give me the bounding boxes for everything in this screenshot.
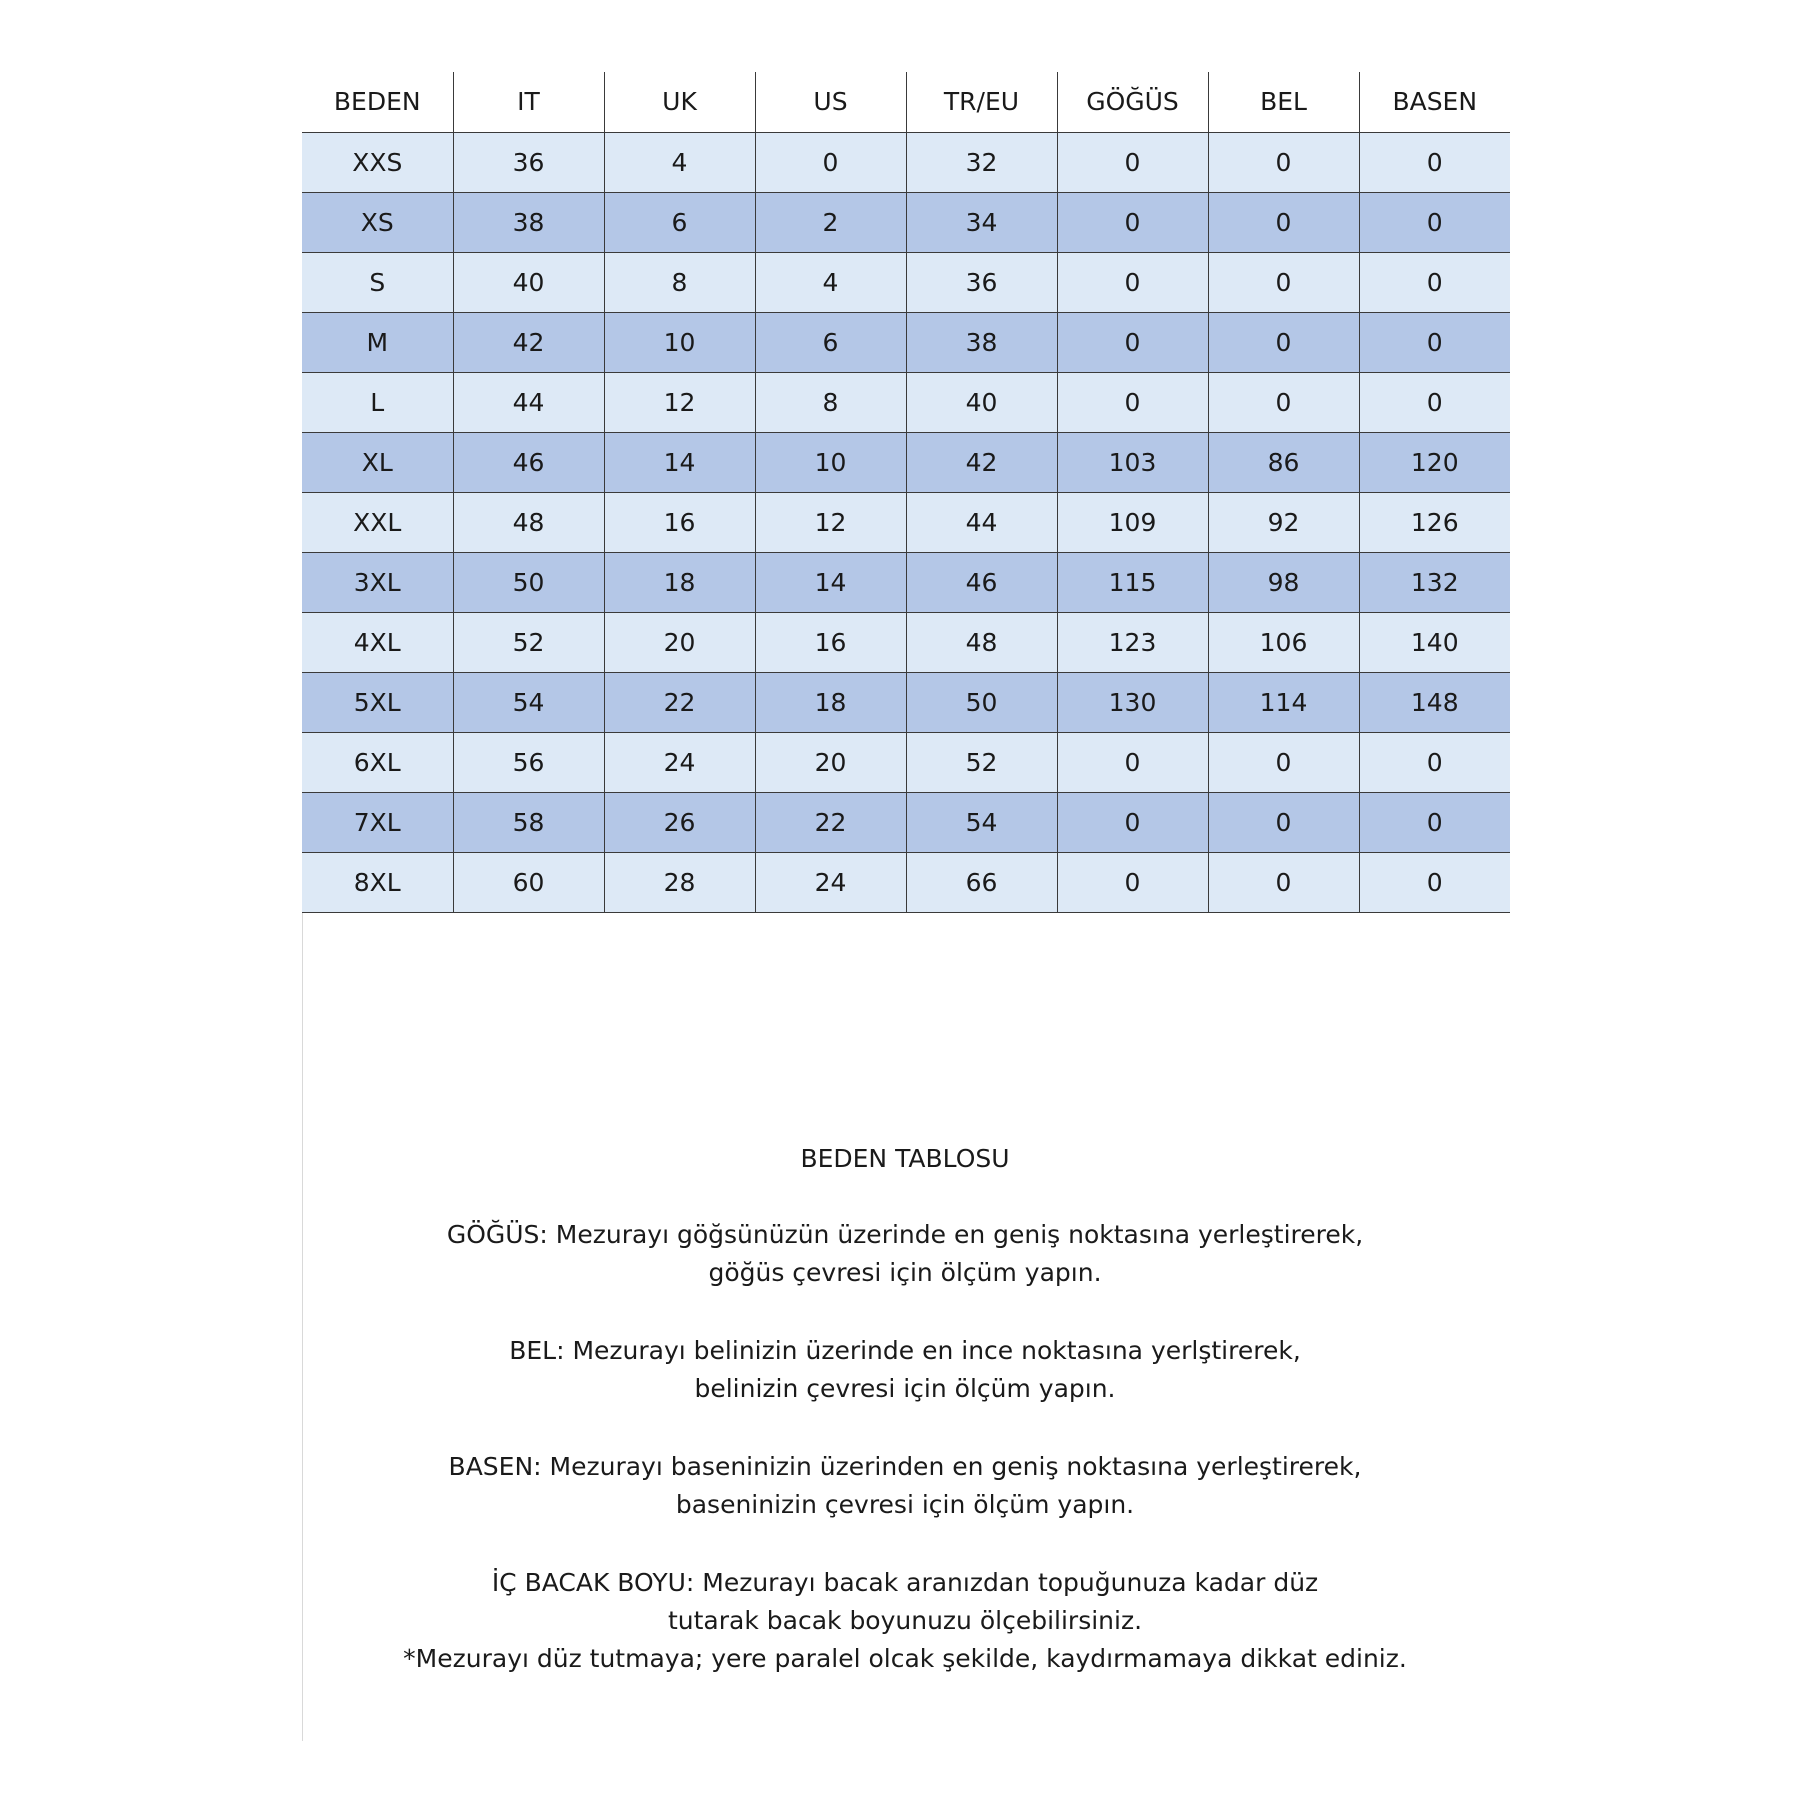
table-cell: 8 [604,252,755,312]
header-cell-basen: BASEN [1359,72,1510,132]
table-cell: 20 [755,732,906,792]
table-cell: 50 [906,672,1057,732]
table-cell: 16 [755,612,906,672]
table-cell: 18 [604,552,755,612]
guide-waist-line-1: BEL: Mezurayı belinizin üzerinde en ince noktasına yerlştirerek, [509,1336,1301,1365]
guide-inseam-line-2: tutarak bacak boyunuzu ölçebilirsiniz. [667,1606,1143,1635]
table-cell: 6 [755,312,906,372]
table-cell: 24 [755,852,906,912]
table-cell: 103 [1057,432,1208,492]
table-cell: 0 [1208,252,1359,312]
size-label-cell: XXS [302,132,453,192]
table-row [302,192,1510,252]
table-row [302,552,1510,612]
guide-inseam-block [302,1564,1508,1678]
table-cell: 48 [906,612,1057,672]
guide-waist-line-2: belinizin çevresi için ölçüm yapın. [694,1374,1116,1403]
table-row [302,132,1510,192]
table-cell: 140 [1359,612,1510,672]
size-label-cell: 5XL [302,672,453,732]
table-cell: 115 [1057,552,1208,612]
table-cell: 8 [755,372,906,432]
table-cell: 0 [1359,792,1510,852]
table-cell: 0 [1208,312,1359,372]
size-chart-table [302,72,1510,913]
measurement-guide [302,1140,1508,1718]
table-cell: 16 [604,492,755,552]
header-cell-uk: UK [604,72,755,132]
table-cell: 120 [1359,432,1510,492]
table-cell: 0 [1359,192,1510,252]
table-cell: 60 [453,852,604,912]
table-cell: 38 [906,312,1057,372]
table-body [302,132,1510,912]
guide-hip-line-2: baseninizin çevresi için ölçüm yapın. [675,1490,1135,1519]
table-cell: 10 [604,312,755,372]
table-cell: 54 [453,672,604,732]
table-cell: 0 [1208,732,1359,792]
size-label-cell: M [302,312,453,372]
table-cell: 14 [755,552,906,612]
table-row [302,252,1510,312]
table-row [302,672,1510,732]
table-cell: 0 [1057,132,1208,192]
guide-chest-line-2: göğüs çevresi için ölçüm yapın. [708,1258,1102,1287]
table-cell: 0 [1057,372,1208,432]
header-cell-it: IT [453,72,604,132]
table-cell: 38 [453,192,604,252]
table-cell: 40 [906,372,1057,432]
table-cell: 0 [1208,132,1359,192]
table-cell: 48 [453,492,604,552]
table-cell: 22 [604,672,755,732]
header-cell-gogus: GÖĞÜS [1057,72,1208,132]
table-cell: 6 [604,192,755,252]
table-row [302,372,1510,432]
table-row [302,852,1510,912]
table-cell: 126 [1359,492,1510,552]
table-cell: 0 [1057,252,1208,312]
table-cell: 66 [906,852,1057,912]
table-cell: 52 [906,732,1057,792]
table-cell: 54 [906,792,1057,852]
guide-inseam-line-1: İÇ BACAK BOYU: Mezurayı bacak aranızdan topuğunuza kadar düz [491,1568,1319,1597]
table-cell: 4 [604,132,755,192]
size-label-cell: XXL [302,492,453,552]
size-label-cell: XL [302,432,453,492]
guide-waist-block [302,1332,1508,1408]
table-cell: 18 [755,672,906,732]
table-cell: 40 [453,252,604,312]
table-cell: 98 [1208,552,1359,612]
table-cell: 0 [1057,192,1208,252]
table-cell: 58 [453,792,604,852]
table-cell: 130 [1057,672,1208,732]
table-cell: 132 [1359,552,1510,612]
header-cell-us: US [755,72,906,132]
table-cell: 0 [1057,852,1208,912]
size-label-cell: 3XL [302,552,453,612]
table-row [302,432,1510,492]
table-cell: 14 [604,432,755,492]
table-cell: 56 [453,732,604,792]
table-cell: 36 [906,252,1057,312]
guide-inseam-note: *Mezurayı düz tutmaya; yere paralel olcak şekilde, kaydırmamaya dikkat ediniz. [403,1644,1407,1673]
table-cell: 106 [1208,612,1359,672]
table-cell: 26 [604,792,755,852]
table-cell: 148 [1359,672,1510,732]
size-label-cell: XS [302,192,453,252]
size-label-cell: 7XL [302,792,453,852]
guide-chest-block [302,1216,1508,1292]
table-cell: 0 [1057,792,1208,852]
table-cell: 52 [453,612,604,672]
guide-hip-line-1: BASEN: Mezurayı baseninizin üzerinden en geniş noktasına yerleştirerek, [448,1452,1362,1481]
table-cell: 12 [755,492,906,552]
table-cell: 28 [604,852,755,912]
size-label-cell: 8XL [302,852,453,912]
table-cell: 20 [604,612,755,672]
table-header-row [302,72,1510,132]
guide-title: BEDEN TABLOSU [800,1144,1010,1173]
header-cell-beden: BEDEN [302,72,453,132]
table-cell: 0 [1208,192,1359,252]
table-row [302,732,1510,792]
table-cell: 32 [906,132,1057,192]
table-cell: 0 [1359,372,1510,432]
table-cell: 22 [755,792,906,852]
table-row [302,492,1510,552]
table-cell: 0 [1359,312,1510,372]
table-cell: 42 [453,312,604,372]
table-cell: 0 [1359,252,1510,312]
table-cell: 44 [453,372,604,432]
table-cell: 114 [1208,672,1359,732]
table-cell: 46 [453,432,604,492]
table-cell: 2 [755,192,906,252]
table-cell: 0 [1359,852,1510,912]
header-cell-bel: BEL [1208,72,1359,132]
table-cell: 10 [755,432,906,492]
table-cell: 0 [755,132,906,192]
size-label-cell: L [302,372,453,432]
table-cell: 0 [1057,312,1208,372]
table-cell: 109 [1057,492,1208,552]
table-cell: 92 [1208,492,1359,552]
table-cell: 0 [1057,732,1208,792]
table-cell: 0 [1208,792,1359,852]
table-cell: 86 [1208,432,1359,492]
table-cell: 12 [604,372,755,432]
size-label-cell: S [302,252,453,312]
table-cell: 0 [1359,132,1510,192]
size-label-cell: 6XL [302,732,453,792]
table-cell: 0 [1208,852,1359,912]
table-cell: 0 [1359,732,1510,792]
guide-chest-line-1: GÖĞÜS: Mezurayı göğsünüzün üzerinde en geniş noktasına yerleştirerek, [446,1220,1364,1249]
table-cell: 42 [906,432,1057,492]
table-cell: 50 [453,552,604,612]
table-cell: 44 [906,492,1057,552]
table-cell: 4 [755,252,906,312]
table-cell: 123 [1057,612,1208,672]
guide-hip-block [302,1448,1508,1524]
table-row [302,612,1510,672]
table-cell: 46 [906,552,1057,612]
size-label-cell: 4XL [302,612,453,672]
table-row [302,792,1510,852]
header-cell-tr-eu: TR/EU [906,72,1057,132]
table-cell: 36 [453,132,604,192]
table-row [302,312,1510,372]
table-cell: 0 [1208,372,1359,432]
table-cell: 24 [604,732,755,792]
table-cell: 34 [906,192,1057,252]
